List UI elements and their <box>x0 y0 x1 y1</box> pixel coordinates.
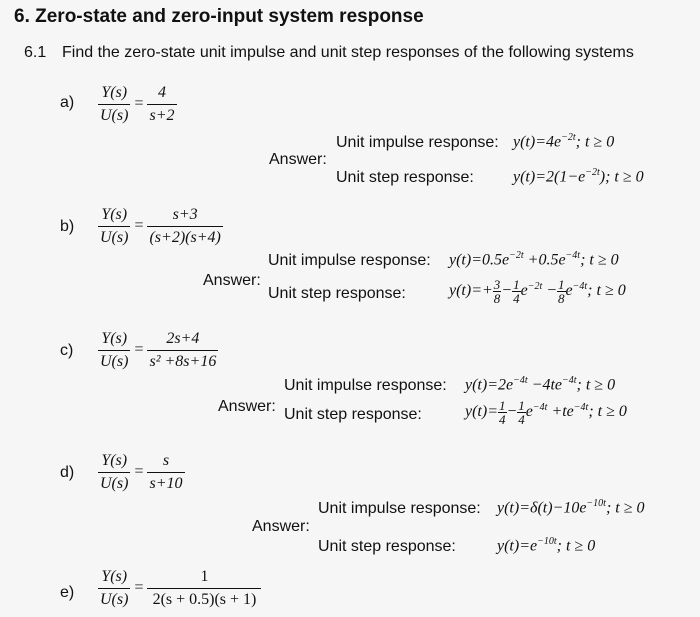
tf-numerator: Y(s) <box>98 330 130 351</box>
part-b-impulse-response: $y(t)=0.5e^{-2t} +0.5e^{-4t}$; t ≥ 0 <box>449 250 619 269</box>
part-c-step-label: Unit step response: <box>284 406 422 423</box>
part-e-numerator: 1 <box>147 568 261 589</box>
part-b-transfer-function: $\frac{Y(s)}{U(s)}$ = $\frac{s+3}{(s+2)(s+4)}$ <box>100 206 221 246</box>
tf-numerator: Y(s) <box>98 452 130 473</box>
part-a-impulse-label: Unit impulse response: <box>336 134 499 151</box>
tf-numerator: Y(s) <box>98 568 130 589</box>
part-a-impulse-response: $y(t)=4e^{-2t}$; t ≥ 0 <box>513 132 615 151</box>
part-d-step-response: $y(t)=e^{-10t}$; t ≥ 0 <box>497 536 596 555</box>
part-b-label: b) <box>60 218 75 235</box>
tf-denominator: U(s) <box>100 229 129 246</box>
part-c-step-response: y(t)= $\frac{1}{4}$ − $\frac{1}{4}$ $e^{-4t} +te^{-4t}$; t ≥ 0 <box>465 398 627 427</box>
part-b-denominator: (s+2)(s+4) <box>149 229 221 246</box>
part-e-transfer-function: $\frac{Y(s)}{U(s)}$ = $\frac{1}{2(s + 0.5)(s + 1)}$ <box>98 568 261 609</box>
tf-denominator: U(s) <box>100 591 129 608</box>
part-c-denominator: s² +8s+16 <box>149 353 217 370</box>
part-a-denominator: s+2 <box>149 107 175 124</box>
part-c-impulse-label: Unit impulse response: <box>284 377 447 394</box>
part-c-answer-label: Answer: <box>218 398 276 415</box>
part-d-label: d) <box>60 464 75 481</box>
part-a-step-response: $y(t)=2(1-e^{-2t})$; t ≥ 0 <box>513 167 644 186</box>
problem-number: 6.1 <box>24 44 47 61</box>
part-e-denominator: 2(s + 0.5)(s + 1) <box>152 591 257 608</box>
part-b-numerator: s+3 <box>147 206 222 227</box>
tf-denominator: U(s) <box>100 107 129 124</box>
part-c-numerator: 2s+4 <box>147 330 218 351</box>
part-b-answer-label: Answer: <box>203 272 261 289</box>
part-d-impulse-response: $y(t)=\delta(t)-10e^{-10t}$; t ≥ 0 <box>497 498 645 517</box>
part-a-answer-label: Answer: <box>269 151 327 168</box>
part-d-denominator: s+10 <box>149 475 183 492</box>
part-a-numerator: 4 <box>147 84 176 105</box>
part-d-numerator: s <box>147 452 184 473</box>
part-b-step-response: y(t)=+ $\frac{3}{8}$ − $\frac{1}{4}$ $e^{-2t}$ − $\frac{1}{8}$ $e^{-4t}$; t ≥ 0 <box>449 277 626 306</box>
tf-numerator: Y(s) <box>98 84 130 105</box>
tf-denominator: U(s) <box>100 475 129 492</box>
part-d-step-label: Unit step response: <box>318 538 456 555</box>
part-d-impulse-label: Unit impulse response: <box>318 500 481 517</box>
part-e-label: e) <box>60 584 75 601</box>
part-c-label: c) <box>60 342 74 359</box>
part-a-transfer-function: $\frac{Y(s)}{U(s)}$ = $\frac{4}{s+2}$ <box>100 84 175 124</box>
part-b-impulse-label: Unit impulse response: <box>268 252 431 269</box>
page-title: 6. Zero-state and zero-input system response <box>14 6 424 27</box>
part-c-transfer-function: $\frac{Y(s)}{U(s)}$ = $\frac{2s+4}{\text{s² +8s+16}}$ <box>100 330 217 370</box>
tf-numerator: Y(s) <box>98 206 130 227</box>
problem-statement: Find the zero-state unit impulse and unit step responses of the following systems <box>62 44 634 61</box>
part-d-answer-label: Answer: <box>252 518 310 535</box>
part-a-step-label: Unit step response: <box>336 169 474 186</box>
part-b-step-label: Unit step response: <box>268 285 406 302</box>
tf-denominator: U(s) <box>100 353 129 370</box>
part-d-transfer-function: $\frac{Y(s)}{U(s)}$ = $\frac{s}{s+10}$ <box>100 452 183 492</box>
part-c-impulse-response: $y(t)=2e^{-4t} -4te^{-4t}$; t ≥ 0 <box>465 375 616 394</box>
part-a-label: a) <box>60 94 75 111</box>
